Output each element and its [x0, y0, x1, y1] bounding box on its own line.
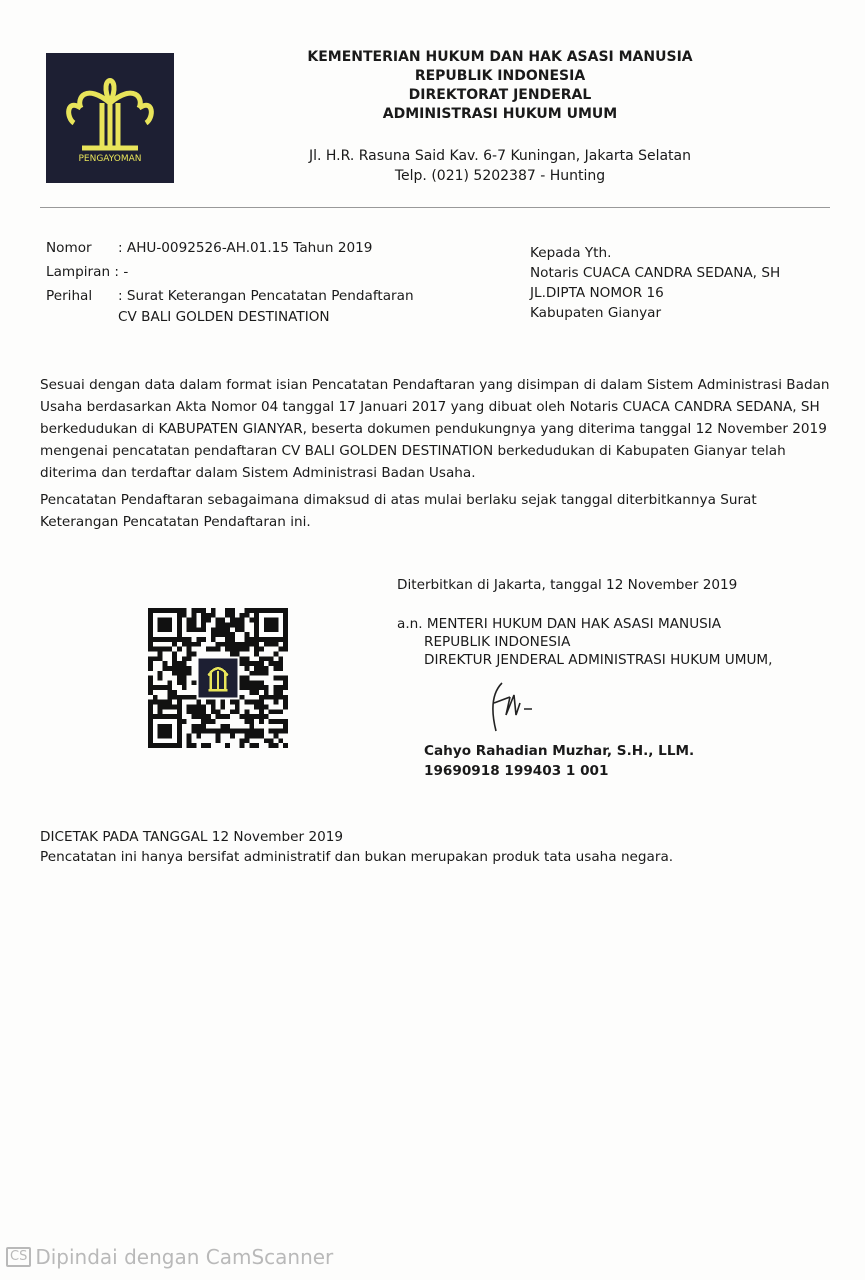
signatory-nip: 19690918 199403 1 001: [424, 763, 609, 779]
header-line: ADMINISTRASI HUKUM UMUM: [382, 106, 618, 122]
recipient-block: [530, 243, 780, 323]
footer-note: Pencatatan ini hanya bersifat administratif dan bukan merupakan produk tata usaha negara.: [40, 849, 674, 865]
footer: [40, 827, 673, 867]
issued-text: Diterbitkan di Jakarta, tanggal 12 November 2019: [397, 577, 738, 593]
perihal-value-2: CV BALI GOLDEN DESTINATION: [118, 309, 330, 325]
header-line: KEMENTERIAN HUKUM DAN HAK ASASI MANUSIA: [307, 49, 693, 65]
recipient-line: Notaris CUACA CANDRA SEDANA, SH: [530, 265, 781, 281]
perihal-value: : Surat Keterangan Pencatatan Pendaftaran: [118, 288, 414, 304]
printed-date: DICETAK PADA TANGGAL 12 November 2019: [40, 829, 344, 845]
letterhead: [250, 48, 750, 124]
nomor-label: Nomor: [46, 240, 92, 256]
body-paragraph-2: Pencatatan Pendaftaran sebagaimana dimaksud di atas mulai berlaku sejak tanggal diterbitkannya Surat Keterangan Pencatatan Pendaftaran ini.: [40, 492, 757, 530]
signatory-title: [397, 615, 772, 669]
perihal-label: Perihal: [46, 288, 93, 304]
camscanner-icon: CS: [6, 1247, 31, 1267]
ministry-logo: [46, 53, 174, 183]
signature-scribble: [480, 675, 550, 735]
letter-meta: [46, 236, 414, 326]
header-line: DIREKTORAT JENDERAL: [408, 87, 592, 103]
recipient-line: Kabupaten Gianyar: [530, 305, 662, 321]
watermark-text: Dipindai dengan CamScanner: [35, 1245, 334, 1269]
signatory-line2: REPUBLIK INDONESIA: [424, 634, 571, 650]
signatory-an: a.n. MENTERI HUKUM DAN HAK ASASI MANUSIA: [397, 616, 722, 632]
address: Jl. H.R. Rasuna Said Kav. 6-7 Kuningan, Jakarta Selatan: [308, 148, 692, 164]
signatory-name: Cahyo Rahadian Muzhar, S.H., LLM.: [424, 743, 695, 759]
recipient-line: Kepada Yth.: [530, 245, 612, 261]
body-paragraph-1: Sesuai dengan data dalam format isian Pencatatan Pendaftaran yang disimpan di dalam Sistem Administrasi Badan Usaha berdasarkan Akta Nomor 04 tanggal 17 Januari 2017 yang dibuat oleh Notaris CUACA CANDRA SEDANA, SH berkedudukan di KABUPATEN GIANYAR, beserta dokumen pendukungnya yang diterima tanggal 12 November 2019 mengenai pencatatan pendaftaran CV BALI GOLDEN DESTINATION berkedudukan di Kabupaten Gianyar telah diterima dan terdaftar dalam Sistem Administrasi Badan Usaha.: [40, 377, 830, 481]
logo-text: PENGAYOMAN: [78, 154, 142, 164]
qr-code: [148, 608, 288, 748]
nomor-value: : AHU-0092526-AH.01.15 Tahun 2019: [118, 240, 373, 256]
divider: [40, 207, 830, 208]
recipient-line: JL.DIPTA NOMOR 16: [530, 285, 664, 301]
lampiran-value: : -: [114, 264, 129, 280]
signatory-block: [424, 741, 694, 781]
letterhead-address: [250, 146, 750, 186]
lampiran-label: Lampiran: [46, 264, 111, 280]
signatory-line3: DIREKTUR JENDERAL ADMINISTRASI HUKUM UMUM,: [424, 652, 773, 668]
header-line: REPUBLIK INDONESIA: [414, 68, 586, 84]
pengayoman-tree-icon: [46, 53, 174, 163]
phone: Telp. (021) 5202387 - Hunting: [394, 168, 606, 184]
camscanner-watermark: [6, 1245, 333, 1269]
